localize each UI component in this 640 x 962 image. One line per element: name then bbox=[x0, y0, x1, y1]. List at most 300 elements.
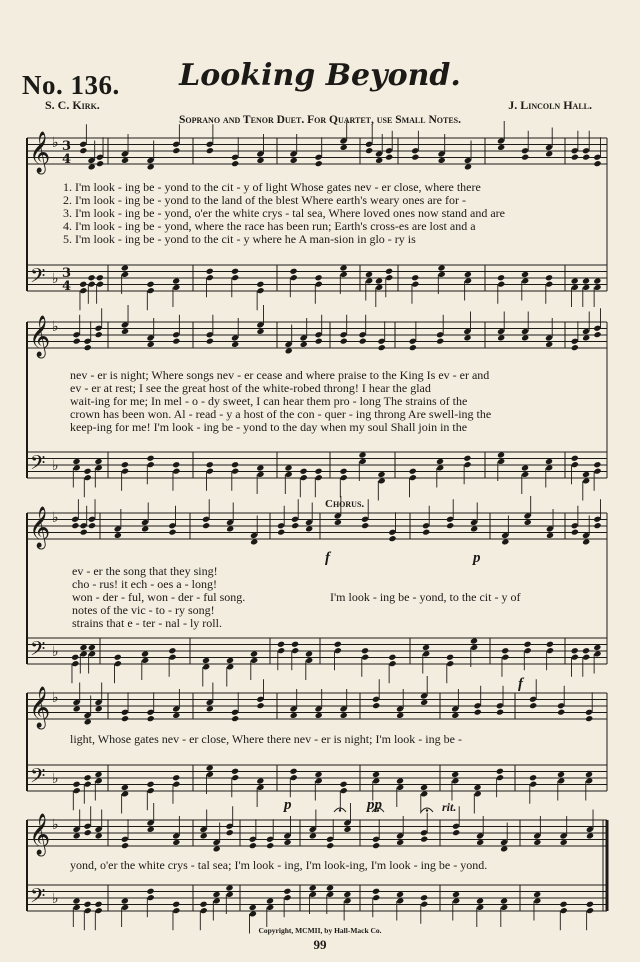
note-head bbox=[582, 538, 590, 545]
note-head bbox=[206, 274, 214, 281]
note-head bbox=[582, 647, 590, 654]
note-head bbox=[340, 787, 348, 794]
note-head bbox=[168, 647, 176, 654]
note-head bbox=[452, 829, 460, 836]
note-head bbox=[501, 654, 509, 661]
note-head bbox=[533, 839, 541, 846]
note-head bbox=[231, 274, 239, 281]
treble-clef-icon: 𝄞 bbox=[29, 316, 51, 357]
note-head bbox=[521, 471, 529, 478]
note-head bbox=[277, 647, 285, 654]
note-head bbox=[315, 160, 323, 167]
note-head bbox=[409, 344, 417, 351]
note-head bbox=[586, 901, 594, 908]
note-head bbox=[546, 641, 554, 648]
note-head bbox=[582, 277, 590, 284]
note-head bbox=[231, 774, 239, 781]
note-head bbox=[96, 281, 104, 288]
note-head bbox=[585, 715, 593, 722]
note-head bbox=[396, 712, 404, 719]
note-head bbox=[88, 650, 96, 657]
note-head bbox=[231, 468, 239, 475]
note-head bbox=[343, 897, 351, 904]
note-head bbox=[172, 338, 180, 345]
note-head bbox=[334, 641, 342, 648]
performance-note: Soprano and Tenor Duet. For Quartet, use Small Notes. bbox=[179, 114, 461, 126]
note-head bbox=[411, 274, 419, 281]
note-head bbox=[121, 904, 129, 911]
note-head bbox=[226, 891, 234, 898]
note-head bbox=[83, 468, 91, 475]
flat-key-signature-icon: ♭ bbox=[52, 690, 59, 706]
note-head bbox=[168, 529, 176, 536]
note-head bbox=[96, 274, 104, 281]
note-head bbox=[385, 274, 393, 281]
note-head bbox=[256, 281, 264, 288]
composer: J. Lincoln Hall. bbox=[508, 98, 592, 112]
time-signature-top: 3 bbox=[62, 139, 72, 154]
note-head bbox=[206, 338, 214, 345]
note-head bbox=[463, 455, 471, 462]
note-head bbox=[582, 334, 590, 341]
note-head bbox=[84, 907, 92, 914]
note-head bbox=[206, 461, 214, 468]
note-head bbox=[593, 468, 601, 475]
note-head bbox=[476, 904, 484, 911]
note-head bbox=[422, 650, 430, 657]
note-head bbox=[95, 705, 103, 712]
note-head bbox=[523, 641, 531, 648]
note-head bbox=[411, 154, 419, 161]
note-head bbox=[72, 458, 80, 465]
hymn-title: Looking Beyond. bbox=[179, 58, 461, 93]
note-head bbox=[146, 455, 154, 462]
note-head bbox=[315, 338, 323, 345]
note-head bbox=[172, 277, 180, 284]
note-head bbox=[557, 777, 565, 784]
note-head bbox=[521, 464, 529, 471]
note-head bbox=[470, 644, 478, 651]
note-head bbox=[586, 907, 594, 914]
note-head bbox=[71, 522, 79, 529]
note-head bbox=[285, 347, 293, 354]
note-head bbox=[202, 657, 210, 664]
verse-5-line-c: strains that e - ter - nal - ly roll. bbox=[72, 616, 222, 630]
note-head bbox=[249, 842, 257, 849]
note-head bbox=[283, 894, 291, 901]
note-head bbox=[146, 781, 154, 788]
note-head bbox=[84, 474, 92, 481]
note-head bbox=[375, 277, 383, 284]
note-head bbox=[290, 157, 298, 164]
note-head bbox=[72, 897, 80, 904]
fermata-dot bbox=[426, 809, 428, 811]
note-head bbox=[226, 657, 234, 664]
note-head bbox=[593, 160, 601, 167]
dynamic-piano-1: p bbox=[473, 550, 481, 566]
note-head bbox=[73, 832, 81, 839]
note-head bbox=[593, 461, 601, 468]
note-head bbox=[396, 784, 404, 791]
note-head bbox=[501, 647, 509, 654]
note-head bbox=[121, 461, 129, 468]
note-head bbox=[283, 888, 291, 895]
note-head bbox=[546, 532, 554, 539]
note-head bbox=[545, 274, 553, 281]
note-head bbox=[84, 829, 92, 836]
note-head bbox=[213, 897, 221, 904]
note-head bbox=[521, 154, 529, 161]
note-head bbox=[225, 884, 233, 891]
note-head bbox=[314, 771, 322, 778]
ritardando-mark: rit. bbox=[442, 800, 457, 814]
note-head bbox=[73, 338, 81, 345]
note-head bbox=[256, 702, 264, 709]
note-head bbox=[365, 271, 373, 278]
note-head bbox=[300, 341, 308, 348]
note-head bbox=[593, 644, 601, 651]
note-head bbox=[79, 644, 87, 651]
note-head bbox=[451, 712, 459, 719]
note-head bbox=[172, 781, 180, 788]
dynamic-forte-2: f bbox=[518, 676, 523, 692]
note-head bbox=[172, 468, 180, 475]
note-head bbox=[88, 163, 96, 170]
note-head bbox=[315, 474, 323, 481]
note-head bbox=[84, 344, 92, 351]
note-head bbox=[372, 771, 380, 778]
note-head bbox=[250, 538, 258, 545]
note-head bbox=[256, 471, 264, 478]
flat-key-signature-icon: ♭ bbox=[52, 319, 59, 335]
hymn-number: No. 136. bbox=[22, 70, 120, 100]
note-head bbox=[141, 525, 149, 532]
note-head bbox=[521, 271, 529, 278]
note-head bbox=[141, 650, 149, 657]
treble-clef-icon: 𝄞 bbox=[29, 687, 51, 728]
note-head bbox=[206, 468, 214, 475]
note-head bbox=[249, 904, 257, 911]
note-head bbox=[497, 144, 505, 151]
note-head bbox=[231, 341, 239, 348]
note-head bbox=[409, 468, 417, 475]
flat-key-signature-icon: ♭ bbox=[52, 510, 59, 526]
note-head bbox=[334, 647, 342, 654]
chorus-label: Chorus. bbox=[325, 498, 365, 510]
treble-clef-icon: 𝄞 bbox=[29, 814, 51, 855]
note-head bbox=[470, 525, 478, 532]
note-head bbox=[593, 650, 601, 657]
chorus-line-3: yond, o'er the white crys - tal sea; I'm look - ing, I'm look-ing, I'm look - ing be - yond. bbox=[70, 858, 488, 872]
note-head bbox=[359, 458, 367, 465]
note-head bbox=[529, 702, 537, 709]
note-head bbox=[83, 901, 91, 908]
note-head bbox=[497, 451, 505, 458]
note-head bbox=[256, 784, 264, 791]
note-head bbox=[501, 538, 509, 545]
note-head bbox=[94, 458, 102, 465]
verse-3-line-a: 3. I'm look - ing be - yond, o'er the white crys - tal sea, Where loved ones now stand and are bbox=[63, 206, 505, 220]
note-head bbox=[291, 522, 299, 529]
note-head bbox=[476, 897, 484, 904]
note-head bbox=[80, 529, 88, 536]
note-head bbox=[571, 529, 579, 536]
note-head bbox=[206, 764, 214, 771]
note-head bbox=[71, 654, 79, 661]
note-head bbox=[497, 458, 505, 465]
note-head bbox=[172, 712, 180, 719]
note-head bbox=[202, 522, 210, 529]
note-head bbox=[256, 464, 264, 471]
time-signature-top: 3 bbox=[62, 266, 72, 281]
note-head bbox=[340, 712, 348, 719]
note-head bbox=[283, 839, 291, 846]
note-head bbox=[147, 287, 155, 294]
note-head bbox=[299, 468, 307, 475]
flat-key-signature-icon: ♭ bbox=[52, 817, 59, 833]
note-head bbox=[121, 328, 129, 335]
flat-key-signature-icon: ♭ bbox=[52, 135, 59, 151]
verse-2-line-c: cho - rus! it ech - oes a - long! bbox=[72, 577, 217, 591]
note-head bbox=[585, 777, 593, 784]
verse-2-line-b: ev - er at rest; I see the great host of the white-robed throng! I hear the glad bbox=[70, 381, 431, 395]
note-head bbox=[256, 157, 264, 164]
note-head bbox=[396, 777, 404, 784]
note-head bbox=[396, 839, 404, 846]
chorus-lyric: I'm look - ing be - yond, to the cit - y of bbox=[330, 590, 521, 604]
note-head bbox=[213, 845, 221, 852]
note-head bbox=[585, 771, 593, 778]
bass-clef-icon: 𝄢 bbox=[30, 884, 46, 912]
note-head bbox=[385, 268, 393, 275]
treble-clef-icon: 𝄞 bbox=[29, 507, 51, 548]
note-head bbox=[231, 461, 239, 468]
note-head bbox=[339, 468, 347, 475]
note-head bbox=[557, 709, 565, 716]
note-head bbox=[339, 264, 347, 271]
note-head bbox=[231, 268, 239, 275]
note-head bbox=[309, 891, 317, 898]
note-head bbox=[358, 451, 366, 458]
note-head bbox=[290, 774, 298, 781]
note-head bbox=[521, 334, 529, 341]
bass-clef-icon: 𝄢 bbox=[30, 451, 46, 479]
note-head bbox=[496, 774, 504, 781]
note-head bbox=[200, 832, 208, 839]
note-head bbox=[94, 901, 102, 908]
note-head bbox=[593, 331, 601, 338]
note-head bbox=[146, 888, 154, 895]
verse-3-line-b: wait-ing for me; In mel - o - dy sweet, I can hear them pro - long The strains of the bbox=[70, 394, 468, 408]
note-head bbox=[422, 529, 430, 536]
note-head bbox=[446, 654, 454, 661]
note-head bbox=[290, 712, 298, 719]
note-head bbox=[231, 768, 239, 775]
note-head bbox=[114, 532, 122, 539]
note-head bbox=[451, 771, 459, 778]
note-head bbox=[582, 654, 590, 661]
note-head bbox=[300, 474, 308, 481]
note-head bbox=[172, 284, 180, 291]
note-head bbox=[95, 777, 103, 784]
note-head bbox=[277, 529, 285, 536]
note-head bbox=[396, 897, 404, 904]
note-head bbox=[73, 904, 81, 911]
note-head bbox=[545, 464, 553, 471]
note-head bbox=[446, 660, 454, 667]
note-head bbox=[121, 790, 129, 797]
dynamic-pianissimo: pp bbox=[367, 797, 382, 813]
note-head bbox=[571, 277, 579, 284]
note-head bbox=[560, 907, 568, 914]
note-head bbox=[533, 891, 541, 898]
note-head bbox=[277, 641, 285, 648]
note-head bbox=[343, 826, 351, 833]
note-head bbox=[420, 836, 428, 843]
dynamic-piano-2: p bbox=[284, 797, 292, 813]
note-head bbox=[266, 842, 274, 849]
note-head bbox=[582, 284, 590, 291]
note-head bbox=[476, 839, 484, 846]
note-head bbox=[372, 777, 380, 784]
note-head bbox=[290, 274, 298, 281]
note-head bbox=[500, 897, 508, 904]
note-head bbox=[121, 468, 129, 475]
note-head bbox=[378, 344, 386, 351]
note-head bbox=[339, 781, 347, 788]
note-head bbox=[497, 274, 505, 281]
note-head bbox=[340, 338, 348, 345]
note-head bbox=[529, 774, 537, 781]
note-head bbox=[172, 901, 180, 908]
note-head bbox=[582, 477, 590, 484]
bass-clef-icon: 𝄢 bbox=[30, 637, 46, 665]
note-head bbox=[593, 284, 601, 291]
chorus-line-2: light, Whose gates nev - er close, Where there nev - er is night; I'm look - ing be - bbox=[70, 732, 462, 746]
note-head bbox=[147, 894, 155, 901]
note-head bbox=[451, 777, 459, 784]
note-head bbox=[95, 907, 103, 914]
note-head bbox=[121, 842, 129, 849]
note-head bbox=[206, 147, 214, 154]
note-head bbox=[172, 839, 180, 846]
note-head bbox=[326, 891, 334, 898]
note-head bbox=[289, 268, 297, 275]
bass-clef-icon: 𝄢 bbox=[30, 764, 46, 792]
note-head bbox=[256, 328, 264, 335]
note-head bbox=[95, 832, 103, 839]
note-head bbox=[377, 471, 385, 478]
note-head bbox=[121, 271, 129, 278]
note-head bbox=[463, 461, 471, 468]
note-head bbox=[361, 647, 369, 654]
flat-key-signature-icon: ♭ bbox=[52, 271, 59, 287]
note-head bbox=[361, 654, 369, 661]
note-head bbox=[314, 274, 322, 281]
note-head bbox=[361, 522, 369, 529]
note-head bbox=[372, 702, 380, 709]
note-head bbox=[121, 784, 129, 791]
note-head bbox=[212, 891, 220, 898]
note-head bbox=[73, 787, 81, 794]
note-head bbox=[420, 784, 428, 791]
note-head bbox=[94, 771, 102, 778]
note-head bbox=[593, 522, 601, 529]
copyright-notice: Copyright, MCMII, by Hall-Mack Co. bbox=[258, 926, 382, 935]
note-head bbox=[289, 768, 297, 775]
note-head bbox=[452, 897, 460, 904]
note-head bbox=[79, 281, 87, 288]
note-head bbox=[121, 897, 129, 904]
note-head bbox=[524, 647, 532, 654]
verse-4-line-a: 4. I'm look - ing be - yond, where the race has been run; Earth's cross-es are lost and a bbox=[63, 219, 476, 233]
verse-5-line-a: 5. I'm look - ing be - yond to the cit - y where he A man-sion in glo - ry is bbox=[63, 232, 416, 246]
note-head bbox=[496, 709, 504, 716]
note-head bbox=[474, 709, 482, 716]
note-head bbox=[500, 845, 508, 852]
note-head bbox=[256, 777, 264, 784]
note-head bbox=[121, 715, 129, 722]
note-head bbox=[315, 712, 323, 719]
note-head bbox=[571, 455, 579, 462]
note-head bbox=[340, 144, 348, 151]
verse-2-line-a: 2. I'm look - ing be - yond to the land of the blest Where earth's weary ones are for - bbox=[63, 193, 466, 207]
note-head bbox=[206, 268, 214, 275]
note-head bbox=[206, 705, 214, 712]
note-head bbox=[266, 904, 274, 911]
note-head bbox=[141, 657, 149, 664]
note-head bbox=[172, 147, 180, 154]
note-head bbox=[560, 839, 568, 846]
note-head bbox=[422, 644, 430, 651]
note-head bbox=[88, 644, 96, 651]
note-head bbox=[285, 471, 293, 478]
note-head bbox=[497, 334, 505, 341]
note-head bbox=[250, 657, 258, 664]
note-head bbox=[593, 277, 601, 284]
dynamic-forte-1: f bbox=[325, 550, 330, 566]
note-head bbox=[147, 461, 155, 468]
note-head bbox=[473, 784, 481, 791]
note-head bbox=[420, 699, 428, 706]
note-head bbox=[365, 277, 373, 284]
note-head bbox=[438, 271, 446, 278]
note-head bbox=[359, 338, 367, 345]
note-head bbox=[249, 910, 257, 917]
note-head bbox=[420, 790, 428, 797]
note-head bbox=[388, 654, 396, 661]
time-signature-bottom: 4 bbox=[62, 279, 72, 294]
note-head bbox=[464, 277, 472, 284]
note-head bbox=[326, 884, 334, 891]
note-head bbox=[524, 519, 532, 526]
note-head bbox=[84, 718, 92, 725]
note-head bbox=[385, 154, 393, 161]
note-head bbox=[497, 281, 505, 288]
note-head bbox=[172, 774, 180, 781]
note-head bbox=[231, 160, 239, 167]
fermata-dot bbox=[339, 809, 341, 811]
note-head bbox=[226, 663, 234, 670]
note-head bbox=[121, 264, 129, 271]
note-head bbox=[545, 150, 553, 157]
note-head bbox=[372, 894, 380, 901]
flat-key-signature-icon: ♭ bbox=[52, 771, 59, 787]
note-head bbox=[388, 660, 396, 667]
note-head bbox=[231, 715, 239, 722]
note-head bbox=[545, 341, 553, 348]
note-head bbox=[326, 842, 334, 849]
